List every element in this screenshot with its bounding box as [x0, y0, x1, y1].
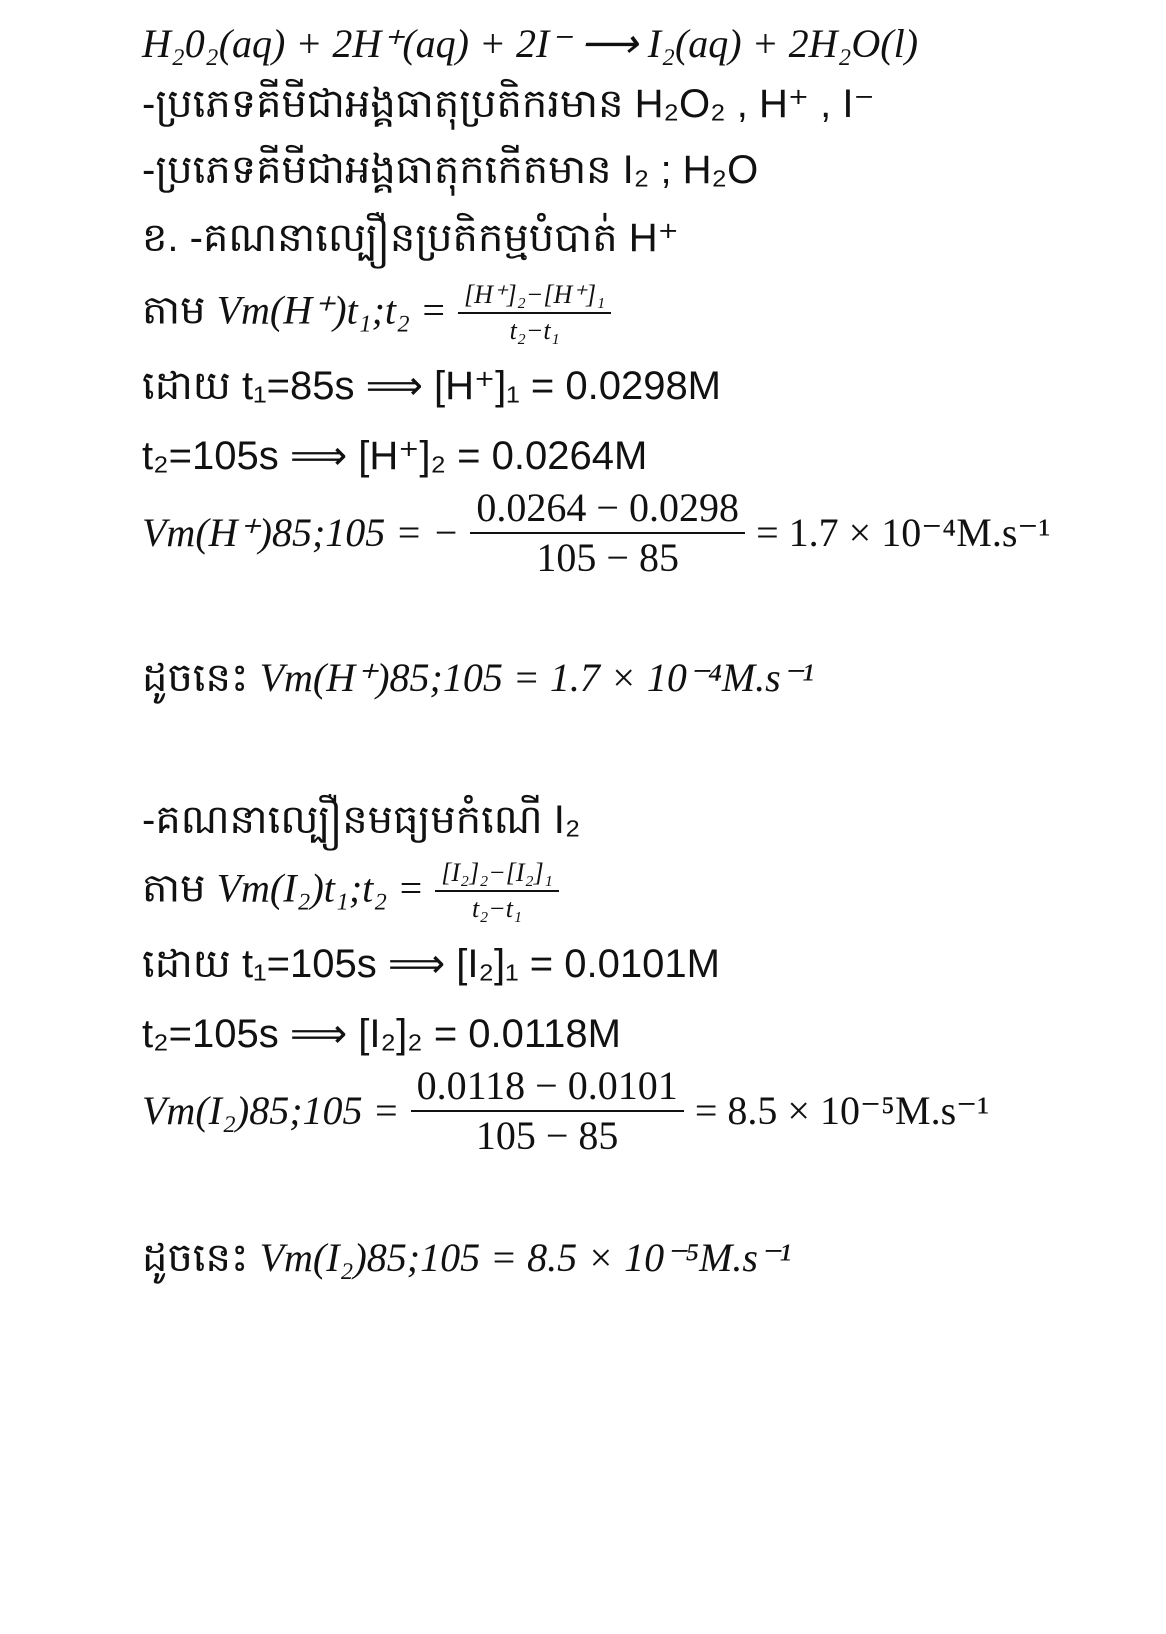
calc-rhs: = 1.7 × 10⁻⁴M.s⁻¹ — [756, 510, 1051, 555]
calc-denominator: 105 − 85 — [536, 535, 679, 580]
h-given-t1 — [142, 366, 721, 406]
h-rate-formula — [142, 282, 611, 344]
calc-numerator: 0.0118 − 0.0101 — [411, 1066, 684, 1112]
i2-calculation — [142, 1063, 990, 1158]
i2-result — [142, 1235, 792, 1280]
i2-t1-value: t₁=105s ⟹ [I₂]₁ = 0.0101M — [242, 942, 720, 986]
i2-result-value: Vm(I₂)85;105 = 8.5 × 10⁻⁵M.s⁻¹ — [259, 1235, 792, 1280]
i2-rate-formula — [142, 860, 559, 922]
i2-given-t1 — [142, 944, 720, 984]
reaction-equation: H₂0₂(aq) + 2H⁺(aq) + 2I⁻ ⟶ I₂(aq) + 2H₂O(l) — [142, 21, 919, 66]
formula-denominator: t₂−t₁ — [509, 316, 560, 345]
formula-denominator: t₂−t₁ — [471, 894, 523, 923]
h-result — [142, 655, 814, 700]
calc-fraction — [470, 485, 745, 580]
formula-fraction — [458, 282, 611, 344]
calc-rhs: = 8.5 × 10⁻⁵M.s⁻¹ — [694, 1088, 990, 1133]
therefore-label: ដូចនេះ — [142, 656, 249, 700]
i2-heading: -គណនាល្បឿនមធ្យមកំណើ I₂ — [142, 798, 581, 842]
according-label: តាម — [142, 288, 206, 333]
formula-fraction — [435, 860, 559, 922]
calc-lhs: Vm(H⁺)85;105 = − — [142, 510, 460, 555]
formula-lhs: Vm(I₂)t₁;t₂ = — [216, 865, 425, 911]
calc-lhs: Vm(I₂)85;105 = — [142, 1088, 400, 1133]
according-label: តាម — [142, 866, 206, 911]
reactants-line: -ប្រភេទគីមីជាអង្គធាតុប្រតិករមាន H₂O₂ , H⁺ , I⁻ — [142, 82, 875, 126]
i2-given-t2: t₂=105s ⟹ [I₂]₂ = 0.0118M — [142, 1012, 621, 1056]
part-b-heading: ខ. -គណនាល្បឿនប្រតិកម្មបំបាត់ H⁺ — [142, 216, 679, 260]
calc-fraction — [411, 1063, 684, 1158]
formula-numerator: [H⁺]₂−[H⁺]₁ — [458, 282, 611, 314]
formula-numerator: [I₂]₂−[I₂]₁ — [435, 860, 559, 892]
h-calculation — [142, 485, 1051, 580]
calc-denominator: 105 − 85 — [475, 1113, 619, 1158]
therefore-label: ដូចនេះ — [142, 1236, 249, 1280]
calc-numerator: 0.0264 − 0.0298 — [470, 488, 745, 534]
formula-lhs: Vm(H⁺)t₁;t₂ = — [216, 287, 447, 333]
h-result-value: Vm(H⁺)85;105 = 1.7 × 10⁻⁴M.s⁻¹ — [259, 655, 814, 700]
products-line: -ប្រភេទគីមីជាអង្គធាតុកកើតមាន I₂ ; H₂O — [142, 148, 759, 192]
given-label: ដោយ — [142, 942, 231, 986]
h-t1-value: t₁=85s ⟹ [H⁺]₁ = 0.0298M — [242, 364, 722, 408]
h-given-t2: t₂=105s ⟹ [H⁺]₂ = 0.0264M — [142, 434, 648, 478]
given-label: ដោយ — [142, 364, 231, 408]
